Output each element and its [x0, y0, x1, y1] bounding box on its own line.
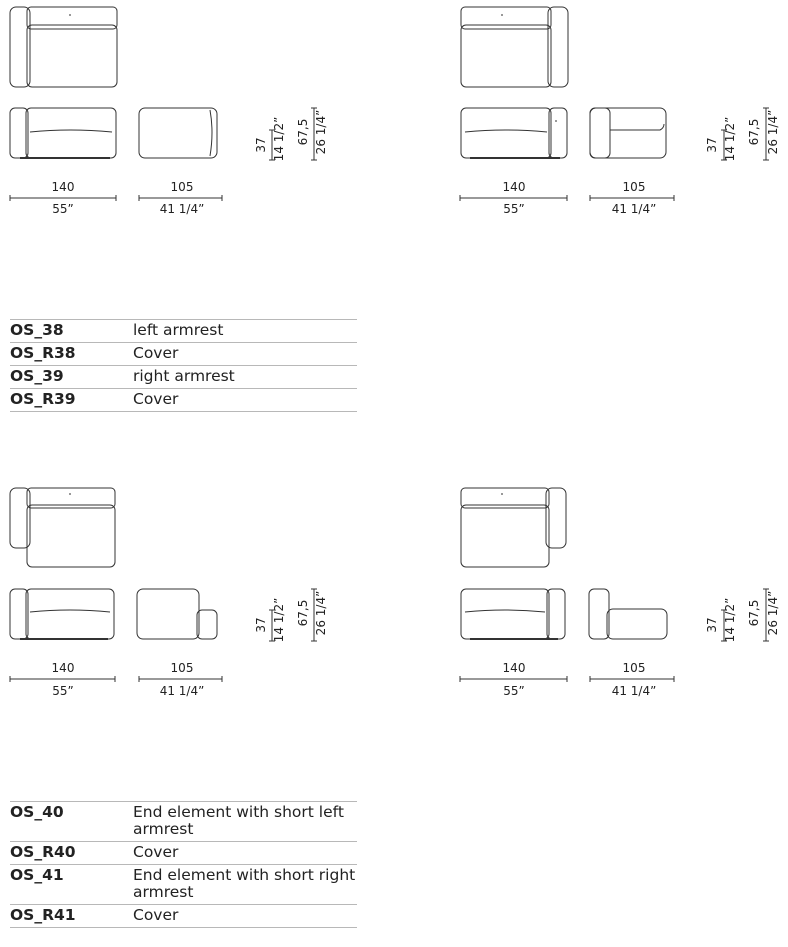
- width-dim: [460, 180, 567, 216]
- dim-total-height-cm: 67,5: [296, 118, 310, 146]
- module-drawing-1: [10, 7, 328, 216]
- item-description: left armrest: [133, 320, 357, 343]
- item-code: OS_40: [10, 802, 133, 842]
- dim-width-cm: 140: [51, 180, 75, 194]
- width-dim: [460, 661, 567, 698]
- item-description: Cover: [133, 905, 357, 928]
- top-view: [10, 488, 115, 567]
- dim-seat-height-cm: 37: [705, 617, 719, 633]
- code-table-1: [10, 319, 357, 412]
- side-view: [590, 108, 666, 158]
- height-dims: [705, 589, 780, 642]
- dim-depth-in: 41 1/4”: [611, 684, 657, 698]
- depth-dim: [590, 661, 674, 698]
- dim-depth-cm: 105: [622, 661, 646, 675]
- table-row: [10, 802, 357, 842]
- side-view: [137, 589, 217, 639]
- dim-depth-cm: 105: [170, 180, 194, 194]
- item-code: OS_R39: [10, 389, 133, 412]
- side-view: [589, 589, 667, 639]
- dim-total-height-in: 26 1/4”: [766, 109, 780, 155]
- front-view: [461, 589, 565, 639]
- table-row: [10, 865, 357, 905]
- module-drawing-4: [460, 488, 780, 698]
- item-description: End element with short right armrest: [133, 865, 357, 905]
- top-view: [461, 488, 566, 567]
- item-description: Cover: [133, 389, 357, 412]
- dim-depth-cm: 105: [170, 661, 194, 675]
- item-code: OS_41: [10, 865, 133, 905]
- item-description: Cover: [133, 842, 357, 865]
- dim-total-height-cm: 67,5: [747, 118, 761, 146]
- dim-depth-in: 41 1/4”: [159, 202, 205, 216]
- front-view: [461, 108, 567, 158]
- top-view: [10, 7, 117, 87]
- item-code: OS_38: [10, 320, 133, 343]
- dim-depth-cm: 105: [622, 180, 646, 194]
- height-dims: [705, 108, 780, 161]
- code-table-2: [10, 801, 357, 928]
- table-row: [10, 905, 357, 928]
- dim-seat-height-in: 14 1/2”: [723, 116, 737, 162]
- height-dims: [254, 108, 328, 161]
- dim-width-in: 55”: [503, 202, 525, 216]
- dim-seat-height-in: 14 1/2”: [723, 597, 737, 643]
- table-row: [10, 320, 357, 343]
- dim-width-in: 55”: [52, 684, 74, 698]
- dim-seat-height-in: 14 1/2”: [272, 597, 286, 643]
- dim-width-cm: 140: [502, 661, 526, 675]
- item-code: OS_R41: [10, 905, 133, 928]
- dim-seat-height-cm: 37: [254, 137, 268, 153]
- dim-total-height-cm: 67,5: [747, 599, 761, 627]
- dim-depth-in: 41 1/4”: [159, 684, 205, 698]
- module-drawing-2: [460, 7, 780, 216]
- depth-dim: [590, 180, 674, 216]
- dim-seat-height-cm: 37: [254, 617, 268, 633]
- item-description: Cover: [133, 343, 357, 366]
- dim-depth-in: 41 1/4”: [611, 202, 657, 216]
- depth-dim: [139, 180, 222, 216]
- width-dim: [10, 661, 115, 698]
- dim-width-cm: 140: [502, 180, 526, 194]
- item-code: OS_R40: [10, 842, 133, 865]
- dim-total-height-in: 26 1/4”: [314, 109, 328, 155]
- top-view: [461, 7, 568, 87]
- height-dims: [254, 589, 328, 642]
- dim-total-height-in: 26 1/4”: [766, 590, 780, 636]
- item-description: right armrest: [133, 366, 357, 389]
- dim-width-in: 55”: [52, 202, 74, 216]
- item-code: OS_R38: [10, 343, 133, 366]
- table-row: [10, 389, 357, 412]
- dim-width-in: 55”: [503, 684, 525, 698]
- side-view: [139, 108, 217, 158]
- dim-total-height-cm: 67,5: [296, 599, 310, 627]
- front-view: [10, 589, 114, 639]
- table-row: [10, 343, 357, 366]
- table-row: [10, 366, 357, 389]
- dim-width-cm: 140: [51, 661, 75, 675]
- dim-seat-height-in: 14 1/2”: [272, 116, 286, 162]
- module-drawing-3: [10, 488, 328, 698]
- item-code: OS_39: [10, 366, 133, 389]
- table-row: [10, 842, 357, 865]
- dim-total-height-in: 26 1/4”: [314, 590, 328, 636]
- depth-dim: [139, 661, 222, 698]
- item-description: End element with short left armrest: [133, 802, 357, 842]
- width-dim: [10, 180, 116, 216]
- dim-seat-height-cm: 37: [705, 137, 719, 153]
- front-view: [10, 108, 116, 158]
